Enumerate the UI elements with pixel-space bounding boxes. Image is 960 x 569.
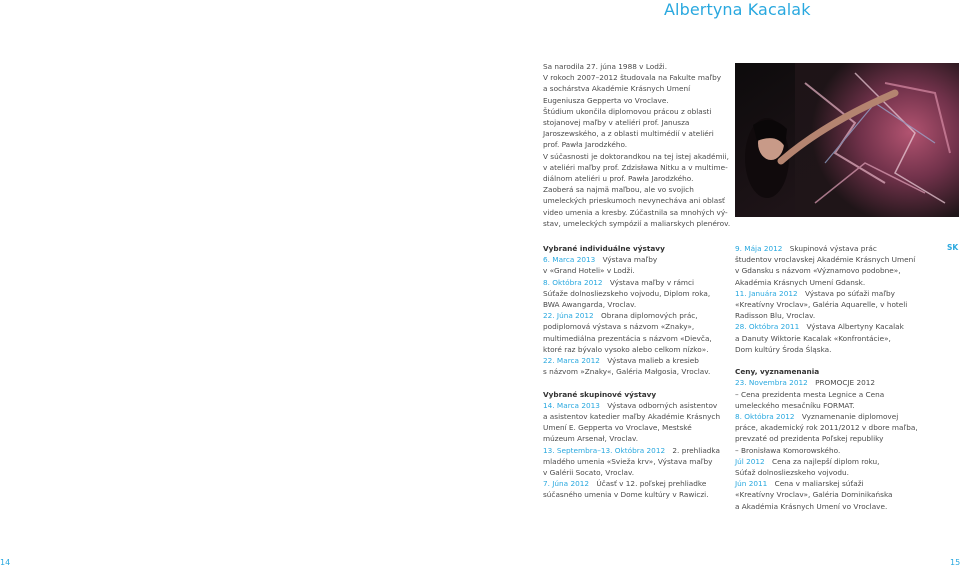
entry-text: Súťaže dolnosliezskeho vojvodu, Diplom roka, — [543, 288, 711, 298]
entry-line — [543, 400, 728, 411]
entry-text: v Gdansku s názvom «Významovo podobne», — [735, 266, 901, 276]
entry-text: v Galérii Socato, Vroclav. — [543, 468, 635, 478]
entry-line — [735, 254, 920, 265]
entry-text: umeleckého mesačníku FORMAT. — [735, 400, 855, 410]
bio-line: Jaroszewského, a z oblasti multimédií v ateliéri — [543, 129, 714, 139]
entry-text: a Danuty Wiktorie Kacalak «Konfrontácie», — [735, 333, 891, 343]
entry-date: 23. Novembra 2012 — [735, 378, 808, 388]
entry-text: podiplomová výstava s názvom «Znaky», — [543, 322, 695, 332]
entry-text: Výstava Albertyny Kacalak — [806, 322, 904, 332]
entry-line — [735, 422, 920, 433]
entry-line — [735, 299, 920, 310]
entry-date: 22. Júna 2012 — [543, 311, 594, 321]
entry-text: Skupinová výstava prác — [789, 244, 877, 253]
entry-date: 8. Októbra 2012 — [735, 412, 795, 422]
bio-line: V rokoch 2007–2012 študovala na Fakulte maľby — [543, 73, 722, 83]
bio-line: prof. Pawła Jarodzkého. — [543, 140, 628, 150]
bio-line: Zaoberá sa najmä maľbou, ale vo svojich — [543, 185, 694, 195]
entry-line — [543, 355, 728, 366]
bio-line: a sochárstva Akadémie Krásnych Umení — [543, 84, 691, 94]
entry-line — [735, 288, 920, 299]
entry-date: 7. Júna 2012 — [543, 479, 590, 489]
entry-line — [543, 288, 728, 299]
entry-text: Výstava odborných asistentov — [607, 400, 718, 410]
entry-line — [543, 467, 728, 478]
entry-line — [543, 411, 728, 422]
entry-text: Cena za najlepší diplom roku, — [772, 456, 880, 466]
page-number-left: 14 — [0, 558, 11, 567]
entry-date: 6. Marca 2013 — [543, 255, 596, 265]
entry-text: Súťaž dolnosliezskeho vojvodu. — [735, 468, 849, 478]
entry-line — [735, 445, 920, 456]
entry-text: – Cena prezidenta mesta Legnice a Cena — [735, 389, 885, 399]
bio-line: Sa narodila 27. júna 1988 v Lodži. — [543, 62, 668, 71]
entry-text: múzeum Arsenał, Vroclav. — [543, 434, 639, 444]
entry-line — [543, 310, 728, 321]
entry-date: 14. Marca 2013 — [543, 400, 600, 410]
entry-text: prevzaté od prezidenta Poľskej republiky — [735, 434, 884, 444]
entry-line — [543, 333, 728, 344]
page-title: Albertyna Kacalak — [664, 0, 811, 19]
entry-date: 13. Septembra–13. Októbra 2012 — [543, 445, 666, 455]
bio-line: umeleckých prieskumoch nevynecháva ani oblasť — [543, 196, 725, 206]
entry-text: «Kreatívny Vroclav», Galéria Aquarelle, v hoteli — [735, 300, 908, 310]
entry-line — [735, 344, 920, 355]
entry-text: PROMOCJE 2012 — [815, 378, 876, 388]
entry-date: 22. Marca 2012 — [543, 356, 600, 366]
section-gap — [735, 355, 920, 366]
entry-text: ktoré raz bývalo vysoko alebo celkom nízko». — [543, 344, 709, 354]
entry-line — [735, 333, 920, 344]
entry-text: Výstava malieb a kresieb — [607, 356, 699, 366]
entry-text: 2. prehliadka — [672, 445, 720, 455]
entry-line — [543, 344, 728, 355]
entry-line — [543, 433, 728, 444]
entry-text: s názvom »Znaky«, Galéria Małgosia, Vroclav. — [543, 367, 711, 377]
entry-text: Radisson Blu, Vroclav. — [735, 311, 816, 321]
entry-line — [735, 433, 920, 444]
entry-line — [735, 277, 920, 288]
entry-text: Cena v maliarskej súťaži — [774, 479, 864, 489]
bio-line: Eugeniusza Gepperta vo Vroclave. — [543, 95, 669, 105]
entry-line — [735, 489, 920, 500]
exhibitions-column-left — [543, 243, 728, 501]
entry-line — [735, 467, 920, 478]
entry-line — [735, 501, 920, 512]
entry-line — [735, 456, 920, 467]
entry-line — [543, 265, 728, 276]
entry-line — [543, 456, 728, 467]
bio-line: v ateliéri maľby prof. Zdzisława Nitku a v multime- — [543, 162, 728, 172]
entry-line — [543, 299, 728, 310]
bio-line: Štúdium ukončila diplomovou prácou z oblasti — [543, 106, 712, 116]
entry-text: «Kreatívny Vroclav», Galéria Dominikańska — [735, 490, 893, 500]
entry-date: 8. Októbra 2012 — [543, 277, 603, 287]
entry-line — [543, 277, 728, 288]
entry-date: 11. Januára 2012 — [735, 288, 798, 298]
entry-text: Vyznamenanie diplomovej — [801, 412, 899, 422]
entry-text: práce, akademický rok 2011/2012 v dbore maľba, — [735, 423, 918, 433]
entry-text: Dom kultúry Środa Śląska. — [735, 344, 832, 354]
entry-date: 28. Októbra 2011 — [735, 322, 800, 332]
entry-text: Výstava po súťaži maľby — [804, 288, 895, 298]
bio-line: stojanovej maľby v ateliéri prof. Janusza — [543, 118, 690, 128]
entry-line — [735, 243, 920, 254]
bio-line: stav, umeleckých sympózií a maliarskych plenérov. — [543, 218, 731, 228]
entry-line — [543, 489, 728, 500]
entry-line — [543, 478, 728, 489]
entry-text: Obrana diplomových prác, — [600, 311, 698, 321]
entry-line — [735, 377, 920, 388]
section-gap — [543, 377, 728, 388]
bio-line: diálnom ateliéri u prof. Pawła Jarodzkého. — [543, 174, 694, 184]
entry-text: Umení E. Gepperta vo Vroclave, Mestské — [543, 423, 692, 433]
entry-line — [735, 321, 920, 332]
artist-photo — [735, 63, 959, 217]
entry-text: BWA Awangarda, Vroclav. — [543, 300, 637, 310]
entry-text: Výstava maľby — [602, 255, 658, 265]
entry-text: mladého umenia «Svieža krv», Výstava maľby — [543, 456, 713, 466]
entry-line — [543, 321, 728, 332]
entry-line — [735, 400, 920, 411]
entry-text: v «Grand Hoteli» v Lodži. — [543, 266, 635, 276]
section-heading: Ceny, vyznamenania — [735, 367, 820, 377]
entry-text: Účasť v 12. poľskej prehliadke — [596, 479, 707, 489]
entry-text: a Akadémia Krásnych Umení vo Vroclave. — [735, 501, 888, 511]
entry-text: Výstava maľby v rámci — [609, 277, 695, 287]
entry-line — [735, 478, 920, 489]
entry-text: a asistentov katedier maľby Akadémie Krásnych — [543, 412, 721, 422]
language-tag: SK — [947, 243, 959, 252]
entry-text: súčasného umenia v Dome kultúry v Rawiczi. — [543, 490, 709, 500]
entry-line — [735, 265, 920, 276]
biography-text — [543, 61, 731, 229]
entry-line — [735, 389, 920, 400]
section-heading: Vybrané individuálne výstavy — [543, 244, 665, 253]
page-number-right: 15 — [950, 558, 960, 567]
entry-text: multimediálna prezentácia s názvom «Dievča, — [543, 333, 712, 343]
section-heading: Vybrané skupinové výstavy — [543, 389, 657, 399]
entry-text: Akadémia Krásnych Umení Gdansk. — [735, 277, 866, 287]
entry-date: Jún 2011 — [735, 479, 768, 489]
bio-line: video umenia a kresby. Zúčastnila sa mnohých vý- — [543, 207, 728, 217]
entry-line — [735, 310, 920, 321]
entry-line — [543, 422, 728, 433]
entry-text: – Bronisława Komorowského. — [735, 445, 841, 455]
entry-text: študentov vroclavskej Akadémie Krásnych Umení — [735, 255, 916, 265]
entry-date: Júl 2012 — [735, 456, 765, 466]
entry-date: 9. Mája 2012 — [735, 244, 783, 253]
entry-line — [735, 411, 920, 422]
bio-line: V súčasnosti je doktorandkou na tej istej akadémii, — [543, 151, 729, 161]
entry-line — [543, 254, 728, 265]
exhibitions-column-right — [735, 243, 920, 512]
entry-line — [543, 366, 728, 377]
entry-line — [543, 445, 728, 456]
